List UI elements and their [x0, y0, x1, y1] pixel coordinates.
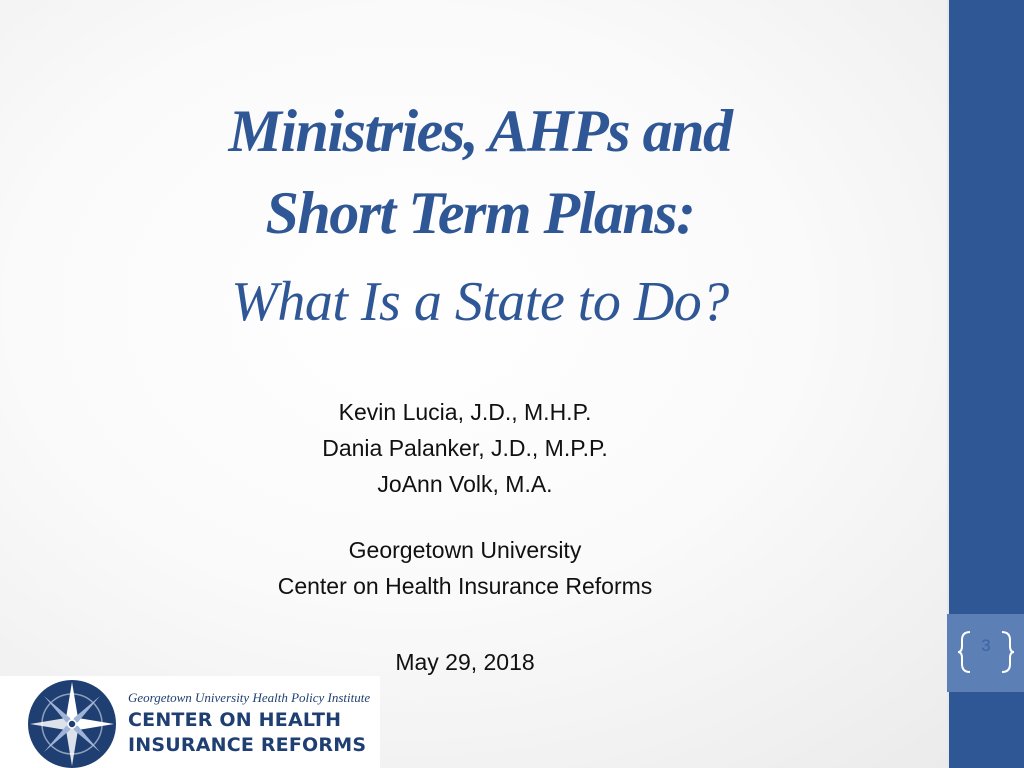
- authors-list: [200, 394, 730, 502]
- title-line-1: Ministries, AHPs and: [228, 98, 732, 164]
- presentation-date: May 29, 2018: [395, 649, 535, 675]
- page-number-badge: [958, 630, 1014, 674]
- subtitle: What Is a State to Do?: [231, 271, 729, 333]
- logo-institute-name: Georgetown University Health Policy Institute: [128, 690, 371, 705]
- affiliation: [200, 532, 730, 604]
- author-3: JoAnn Volk, M.A.: [377, 471, 553, 497]
- author-1: Kevin Lucia, J.D., M.H.P.: [338, 399, 592, 425]
- author-2: Dania Palanker, J.D., M.P.P.: [322, 435, 608, 461]
- title-line-2: Short Term Plans:: [265, 180, 695, 246]
- page-number: 3: [981, 636, 991, 655]
- affiliation-center: Center on Health Insurance Reforms: [277, 573, 653, 599]
- title-block: [120, 90, 840, 350]
- chir-logo: [0, 676, 380, 768]
- logo-center-line-1: CENTER ON HEALTH: [128, 709, 342, 731]
- logo-center-line-2: INSURANCE REFORMS: [128, 734, 367, 756]
- affiliation-university: Georgetown University: [348, 537, 582, 563]
- compass-rose-icon: [24, 676, 120, 768]
